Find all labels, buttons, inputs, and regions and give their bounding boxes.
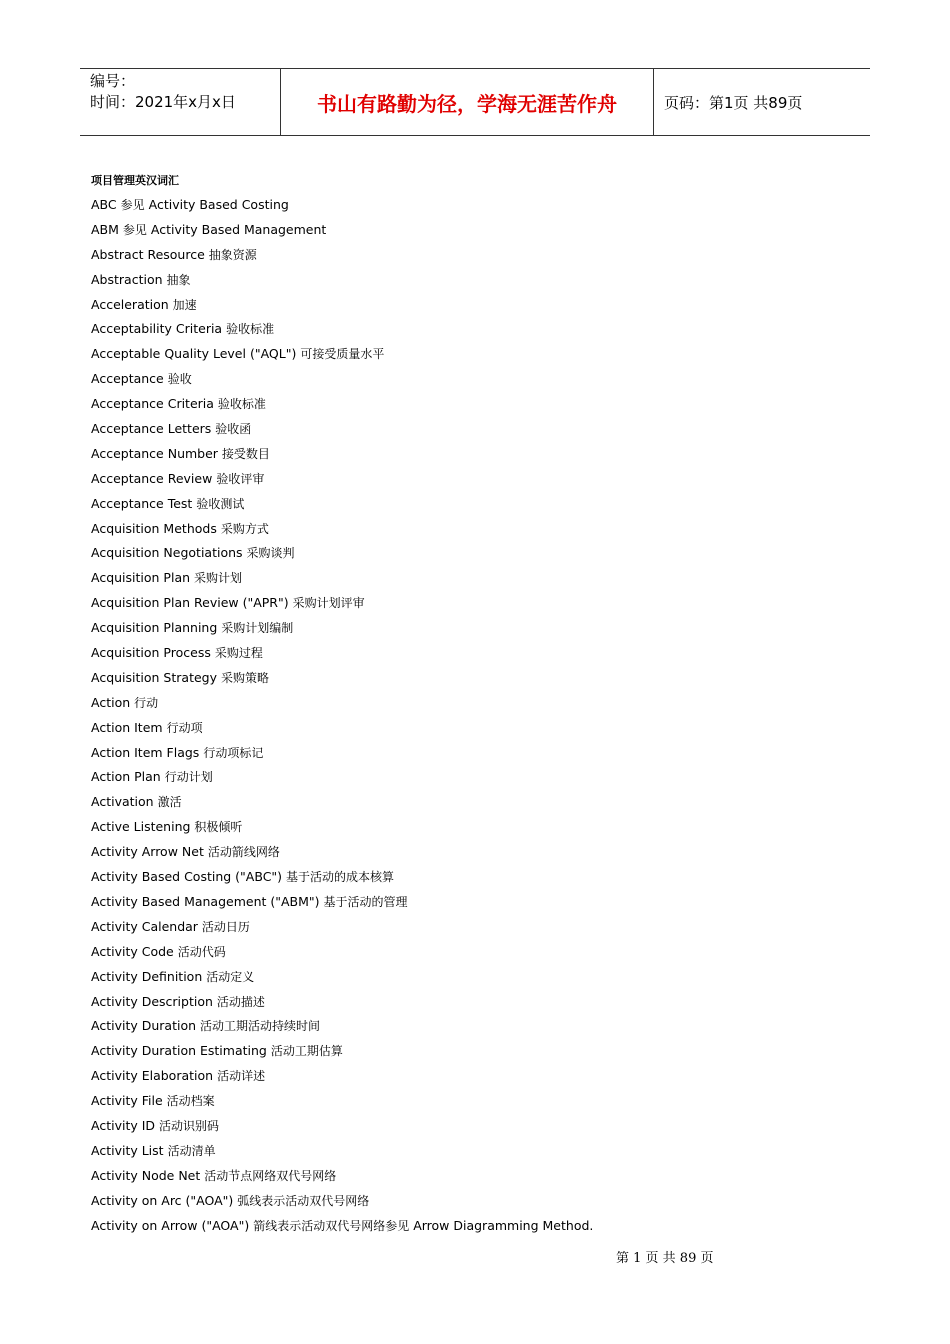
entry-translation: 弧线表示活动双代号网络 [237,1193,370,1208]
entry-term: Acceptable Quality Level ("AQL") [91,346,297,362]
glossary-entry [91,718,593,743]
glossary-entry [91,942,593,967]
entry-translation: 采购策略 [220,670,269,685]
glossary-entry [91,917,593,942]
entry-term: Action [91,694,131,710]
entry-term: Activity Elaboration [91,1068,214,1084]
entry-translation: 活动清单 [167,1143,216,1158]
entry-term: Activity Description [91,993,213,1009]
glossary-entry [91,344,593,369]
entry-translation: 验收标准 [217,397,266,412]
entry-translation: 验收标准 [226,322,275,337]
glossary-entry [91,519,593,544]
entry-translation: 采购过程 [214,646,263,661]
glossary-entry [91,643,593,668]
glossary-entry [91,295,593,320]
entry-term: Acquisition Plan [91,570,191,586]
page-footer: 第 1 页 共 89 页 [616,1251,714,1266]
entry-term: Activity Calendar [91,918,198,934]
entry-translation: 基于活动的管理 [323,894,408,909]
glossary-entry [91,419,593,444]
entry-translation: 接受数目 [221,446,270,461]
entry-translation: 活动识别码 [159,1118,220,1133]
entry-translation: 验收函 [215,422,252,437]
glossary-entry [91,842,593,867]
glossary-entry [91,767,593,792]
entry-term: Acceptance Criteria [91,396,214,412]
glossary-entry [91,892,593,917]
entry-term: Activity Node Net [91,1167,201,1183]
entry-translation: 参见 [122,222,147,237]
entry-translation: 活动工期估算 [270,1044,343,1059]
entry-term: Acquisition Process [91,645,211,661]
entry-translation: 活动定义 [206,969,255,984]
entry-term: Abstraction [91,271,163,287]
entry-translation: 激活 [157,795,182,810]
entry-translation: 验收测试 [196,496,245,511]
entry-term: Activation [91,794,154,810]
entry-translation: 行动项标记 [203,745,264,760]
entry-translation: 参见 [120,198,145,212]
header-meta [80,69,281,135]
entry-term: Activity Code [91,943,174,959]
entry-translation: 行动项 [166,720,203,735]
glossary-entry [91,693,593,718]
entry-translation: 积极倾听 [194,820,243,835]
entry-translation: 加速 [172,297,197,312]
entry-translation: 活动箭线网络 [207,845,280,860]
entry-term: ABC [91,197,117,212]
entry-translation: 抽象资源 [208,247,257,262]
entry-translation: 采购计划 [194,571,243,586]
entry-term: Acceptance Number [91,445,218,461]
entry-term: Activity File [91,1093,163,1109]
entry-term: Activity Duration Estimating [91,1043,267,1059]
entry-translation: 采购方式 [220,521,269,536]
entry-term: Activity Based Management ("ABM") [91,893,320,909]
entry-term: Acceptance Letters [91,421,212,437]
glossary-entry [91,1191,593,1216]
entry-term: Activity on Arrow ("AOA") [91,1217,250,1233]
entry-translation: 采购谈判 [246,546,295,561]
glossary-entry [91,1216,593,1241]
entry-translation: 采购计划评审 [292,596,365,611]
entry-translation: 活动详述 [217,1069,266,1084]
entry-term: Activity ID [91,1117,156,1133]
glossary-entry [91,593,593,618]
entry-term: Acceptance [91,371,164,387]
glossary-entry [91,668,593,693]
entry-translation: 活动代码 [177,944,226,959]
glossary-entry [91,1066,593,1091]
document-title: 项目管理英汉词汇 [91,174,179,187]
entry-translation: 验收评审 [216,471,265,486]
glossary-entry [91,1141,593,1166]
entry-translation: 活动节点网络双代号网络 [204,1168,337,1183]
entry-translation: 基于活动的成本核算 [286,870,395,885]
glossary-entry [91,270,593,295]
glossary-entry [91,568,593,593]
entry-term: Activity Definition [91,968,203,984]
entry-term: Active Listening [91,819,191,835]
time-label: 时间：2021年x月x日 [90,93,236,111]
entry-term: Acquisition Methods [91,520,217,536]
page-info: 页码：第1页 共89页 [664,93,803,112]
entry-term: Action Item [91,719,163,735]
entry-term: Acceptability Criteria [91,321,223,337]
entry-term: Acquisition Negotiations [91,545,243,561]
glossary-entry [91,1041,593,1066]
entry-term: Activity Based Costing ("ABC") [91,869,283,885]
entry-translation: 行动 [134,695,159,710]
entry-term: ABM [91,221,119,237]
entry-translation: 验收 [167,372,192,387]
entry-reference: Activity Based Costing [148,197,289,212]
entry-reference: Activity Based Management [150,221,327,237]
glossary-entry [91,469,593,494]
number-label: 编号： [90,72,136,90]
entry-translation: 抽象 [166,272,191,287]
glossary-entry [91,394,593,419]
glossary-entry [91,792,593,817]
entry-term: Action Item Flags [91,744,200,760]
entry-translation: 活动日历 [201,919,250,934]
entry-reference: Arrow Diagramming Method. [413,1217,594,1233]
glossary-entry [91,1016,593,1041]
glossary-entry [91,1166,593,1191]
glossary-entry [91,817,593,842]
entry-term: Acceleration [91,296,169,312]
entry-term: Activity Arrow Net [91,844,204,860]
glossary-entry [91,369,593,394]
entry-term: Acceptance Test [91,495,193,511]
glossary-entry [91,743,593,768]
glossary-entry [91,543,593,568]
entry-term: Activity Duration [91,1018,197,1034]
entry-translation: 箭线表示活动双代号网络参见 [253,1218,410,1233]
document-header [80,68,870,136]
glossary-entry [91,867,593,892]
glossary-entry [91,444,593,469]
glossary-entry [91,1091,593,1116]
glossary-list [91,195,593,1240]
entry-term: Action Plan [91,769,161,785]
entry-translation: 活动描述 [216,994,265,1009]
entry-translation: 采购计划编制 [221,621,294,636]
entry-term: Acquisition Plan Review ("APR") [91,595,289,611]
entry-translation: 活动档案 [166,1094,215,1109]
glossary-entry [91,319,593,344]
entry-term: Abstract Resource [91,246,205,262]
entry-translation: 可接受质量水平 [300,347,385,362]
glossary-entry [91,494,593,519]
glossary-entry [91,967,593,992]
entry-term: Acceptance Review [91,470,213,486]
entry-term: Acquisition Strategy [91,669,217,685]
entry-translation: 行动计划 [164,770,213,785]
entry-translation: 活动工期活动持续时间 [200,1019,321,1034]
entry-term: Activity on Arc ("AOA") [91,1192,234,1208]
glossary-entry [91,992,593,1017]
glossary-entry [91,220,593,245]
glossary-entry [91,618,593,643]
motto: 书山有路勤为径，学海无涯苦作舟 [281,69,654,135]
glossary-entry [91,245,593,270]
glossary-entry [91,1116,593,1141]
entry-term: Activity List [91,1142,164,1158]
glossary-entry [91,195,593,220]
entry-term: Acquisition Planning [91,620,218,636]
